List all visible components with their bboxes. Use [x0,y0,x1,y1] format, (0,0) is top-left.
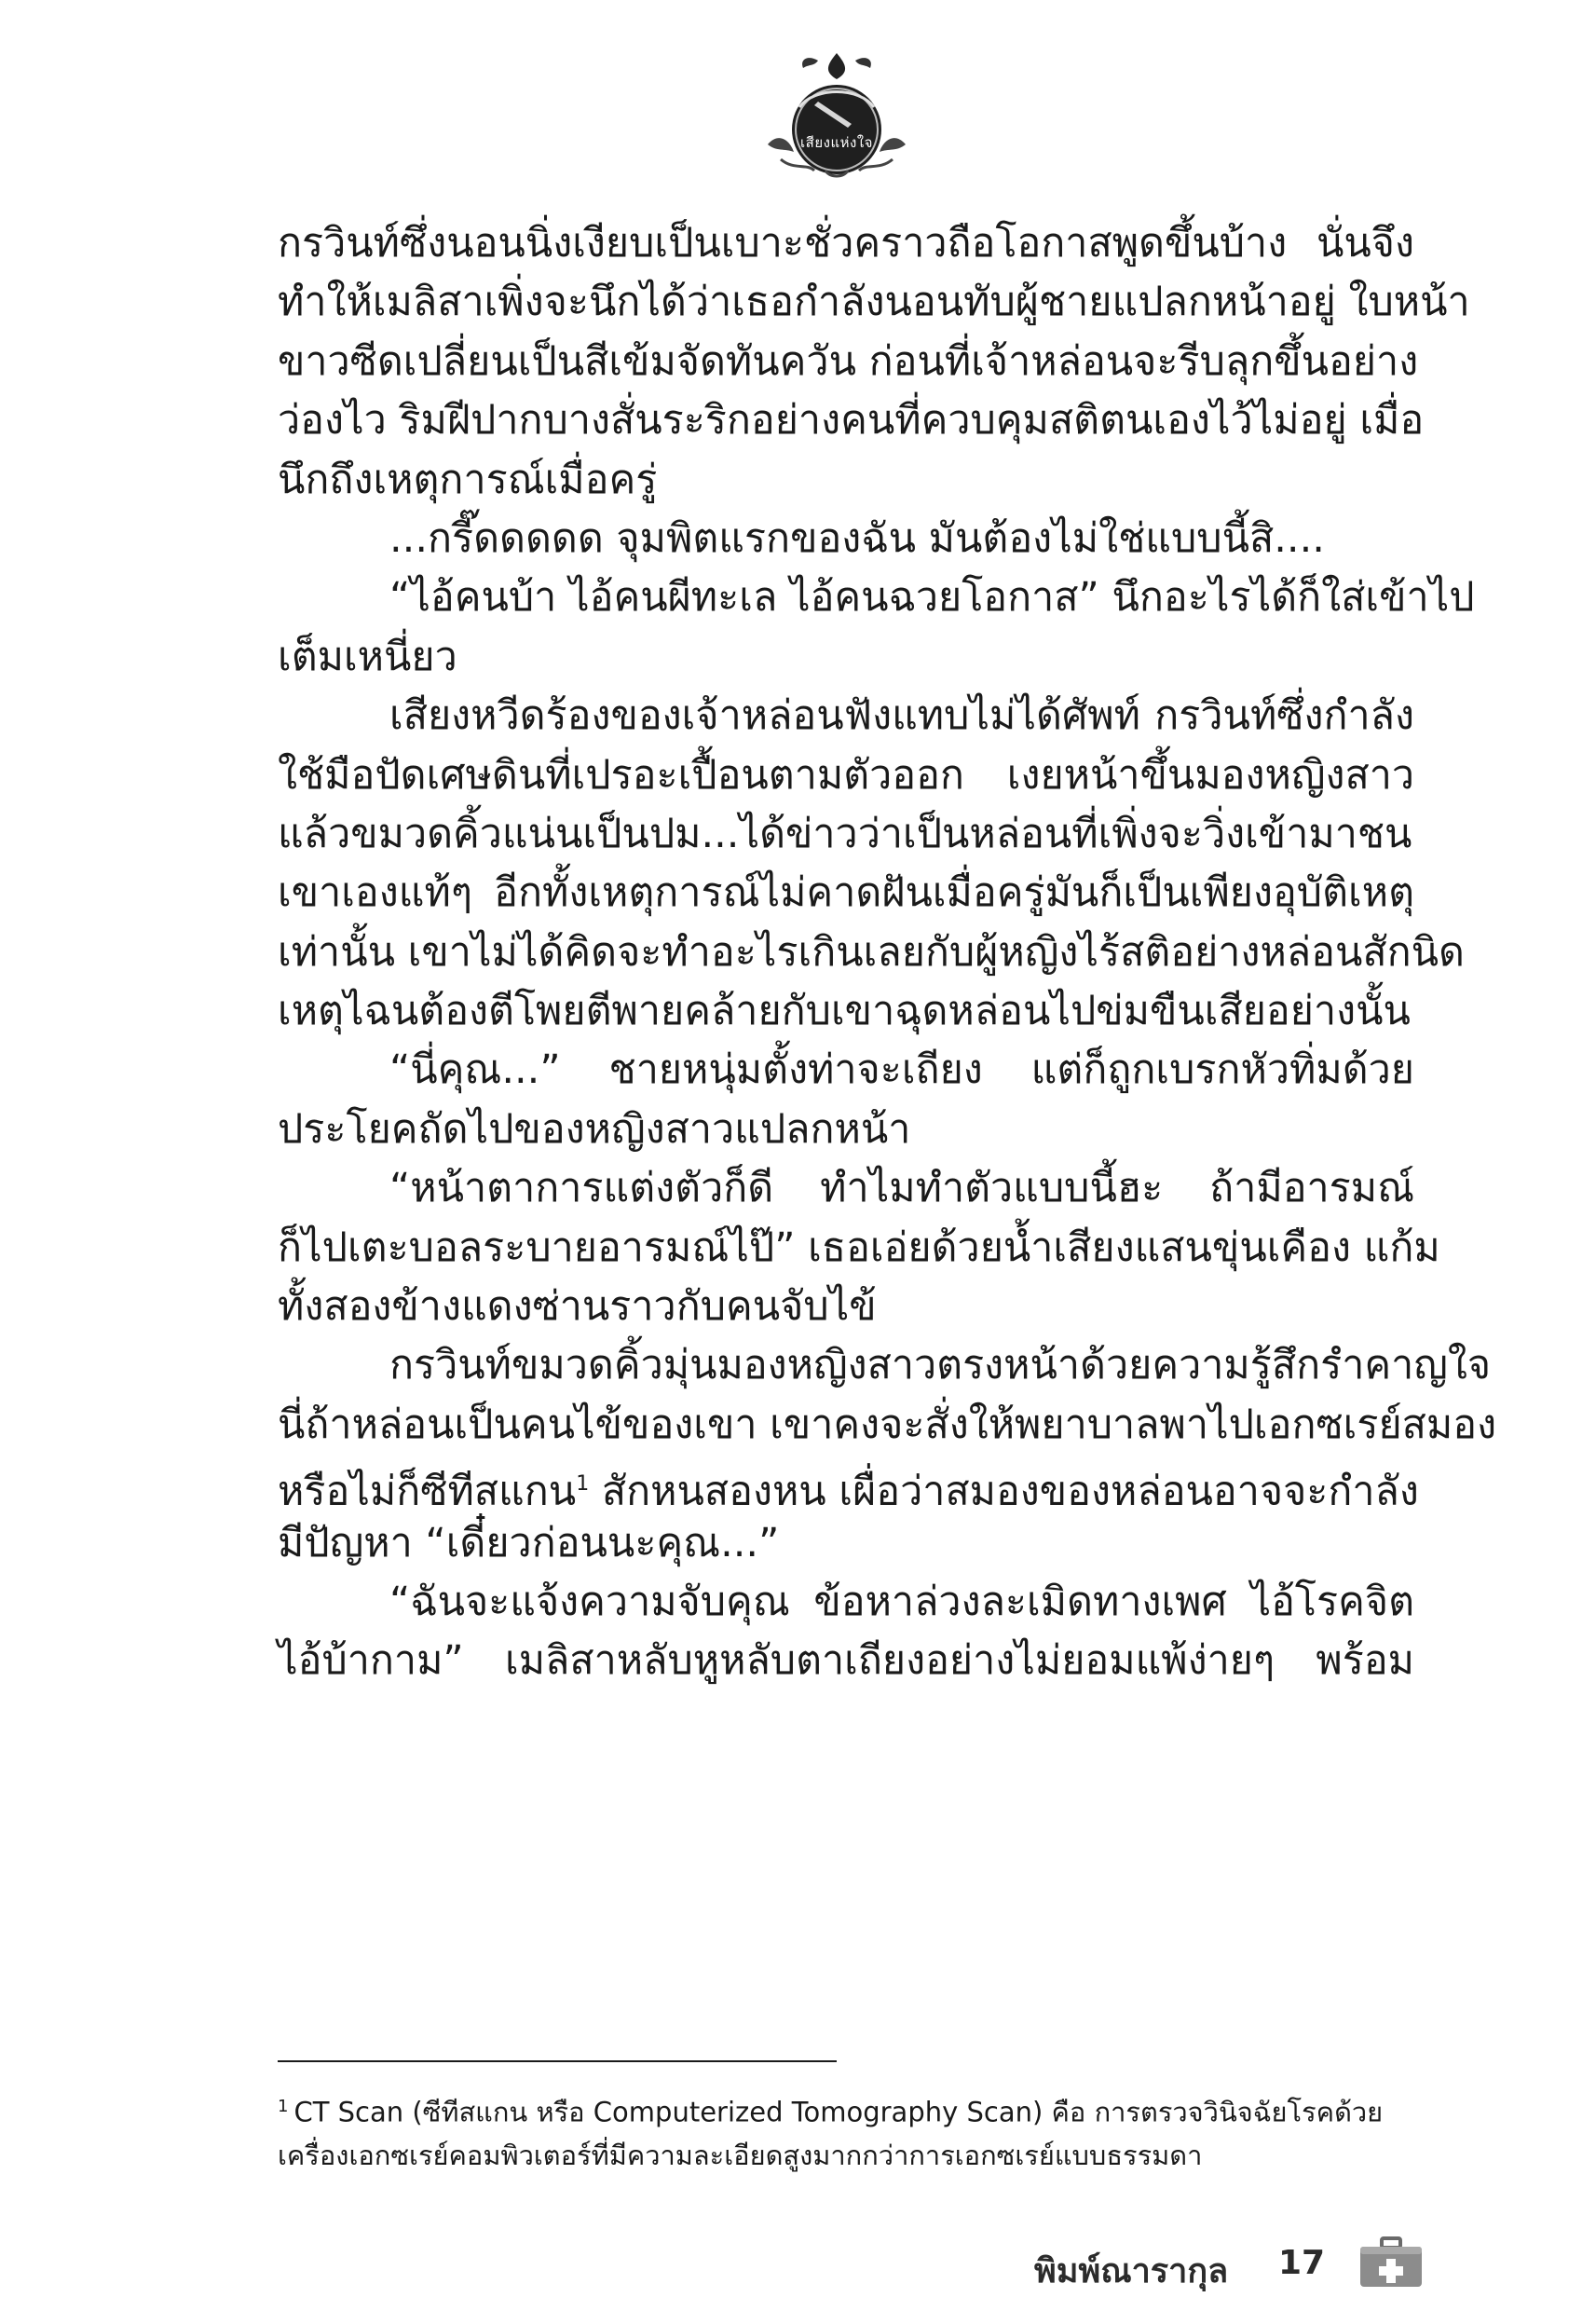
text-line: ประโยคถัดไปของหญิงสาวแปลกหน้า [278,1105,911,1153]
book-title: พิมพ์ณารากุล [1034,2252,1229,2290]
text-line: เต็มเหนี่ยว [278,633,457,680]
text-line: “นี่คุณ...” ชายหนุ่มตั้งท่าจะเถียง แต่ก็ถูกเบรกหัวทิ่มด้วย [389,1046,1414,1094]
text-line: ไอ้บ้ากาม” เมลิสาหลับหูหลับตาเถียงอย่างไม่ยอมแพ้ง่ายๆ พร้อม [278,1637,1414,1685]
text-line: “ไอ้คนบ้า ไอ้คนผีทะเล ไอ้คนฉวยโอกาส” นึกอะไรได้ก็ใส่เข้าไป [389,574,1475,622]
footnote-divider [278,2060,837,2062]
text-line: ทำให้เมลิสาเพิ่งจะนึกได้ว่าเธอกำลังนอนทับผู้ชายแปลกหน้าอยู่ ใบหน้า [278,279,1470,326]
text-line: ก็ไปเตะบอลระบายอารมณ์ไป๊” เธอเอ่ยด้วยน้ำเสียงแสนขุ่นเคือง แก้ม [278,1224,1440,1271]
text-line: “ฉันจะแจ้งความจับคุณ ข้อหาล่วงละเมิดทางเพศ ไอ้โรคจิต [389,1578,1414,1625]
text-line: “หน้าตาการแต่งตัวก็ดี ทำไมทำตัวแบบนี้ฮะ ถ้ามีอารมณ์ [389,1165,1414,1212]
text-line: ...กรี๊ดดดดด จุมพิตแรกของฉัน มันต้องไม่ใช่แบบนี้สิ.... [389,514,1325,562]
text-line: เท่านั้น เขาไม่ได้คิดจะทำอะไรเกินเลยกับผู้หญิงไร้สติอย่างหล่อนสักนิด [278,928,1465,976]
text-line: เขาเองแท้ๆ อีกทั้งเหตุการณ์ไม่คาดฝันเมื่อครู่มันก็เป็นเพียงอุบัติเหตุ [278,869,1414,917]
medical-kit-icon [1358,2236,1424,2289]
text-line: นึกถึงเหตุการณ์เมื่อครู่ [278,456,658,503]
text-line: นี่ถ้าหล่อนเป็นคนไข้ของเขา เขาคงจะสั่งให้พยาบาลพาไปเอกซเรย์สมอง [278,1401,1497,1448]
footnote-line: เครื่องเอกซเรย์คอมพิวเตอร์ที่มีความละเอียดสูงมากกว่าการเอกซเรย์แบบธรรมดา [278,2139,1203,2171]
text-line: เหตุไฉนต้องตีโพยตีพายคล้ายกับเขาฉุดหล่อนไปข่มขืนเสียอย่างนั้น [278,988,1411,1035]
text-line: ใช้มือปัดเศษดินที่เปรอะเปื้อนตามตัวออก เงยหน้าขึ้นมองหญิงสาว [278,751,1414,799]
ornate-emblem-icon [762,51,911,182]
logo-text: เสียงแห่งใจ [800,134,873,151]
body-text [278,214,1497,1691]
text-line: มีปัญหา “เดี๋ยวก่อนนะคุณ...” [278,1519,780,1566]
text-line-with-footnote [278,1455,1419,1515]
text-line-suffix: สักหนสองหน เผื่อว่าสมองของหล่อนอาจจะกำลัง [601,1468,1419,1515]
text-line: กรวินท์ขมวดคิ้วมุ่นมองหญิงสาวตรงหน้าด้วยความรู้สึกรำคาญใจ [389,1342,1492,1389]
footnote-line [278,2085,1414,2134]
text-line-prefix: หรือไม่ก็ซีทีสแกน [278,1468,577,1515]
footnote-reference[interactable]: 1 [576,1472,590,1497]
footnote-marker: 1 [278,2097,289,2116]
footnote-text: CT Scan (ซีทีสแกน หรือ Computerized Tomography Scan) คือ การตรวจวินิจฉัยโรคด้วย [293,2096,1384,2128]
text-line: ทั้งสองข้างแดงซ่านราวกับคนจับไข้ [278,1283,877,1331]
text-line: แล้วขมวดคิ้วแน่นเป็นปม...ได้ข่าวว่าเป็นหล่อนที่เพิ่งจะวิ่งเข้ามาชน [278,810,1412,857]
page-number: 17 [1278,2244,1326,2282]
text-line: ขาวซีดเปลี่ยนเป็นสีเข้มจัดทันควัน ก่อนที่เจ้าหล่อนจะรีบลุกขึ้นอย่าง [278,337,1419,385]
text-line: เสียงหวีดร้องของเจ้าหล่อนฟังแทบไม่ได้ศัพท์ กรวินท์ซึ่งกำลัง [389,692,1414,740]
footnote [278,2085,1414,2177]
text-line: ว่องไว ริมฝีปากบางสั่นระริกอย่างคนที่ควบคุมสติตนเองไว้ไม่อยู่ เมื่อ [278,397,1425,444]
text-line: กรวินท์ซึ่งนอนนิ่งเงียบเป็นเบาะชั่วคราวถือโอกาสพูดขึ้นบ้าง นั่นจึง [278,220,1414,267]
